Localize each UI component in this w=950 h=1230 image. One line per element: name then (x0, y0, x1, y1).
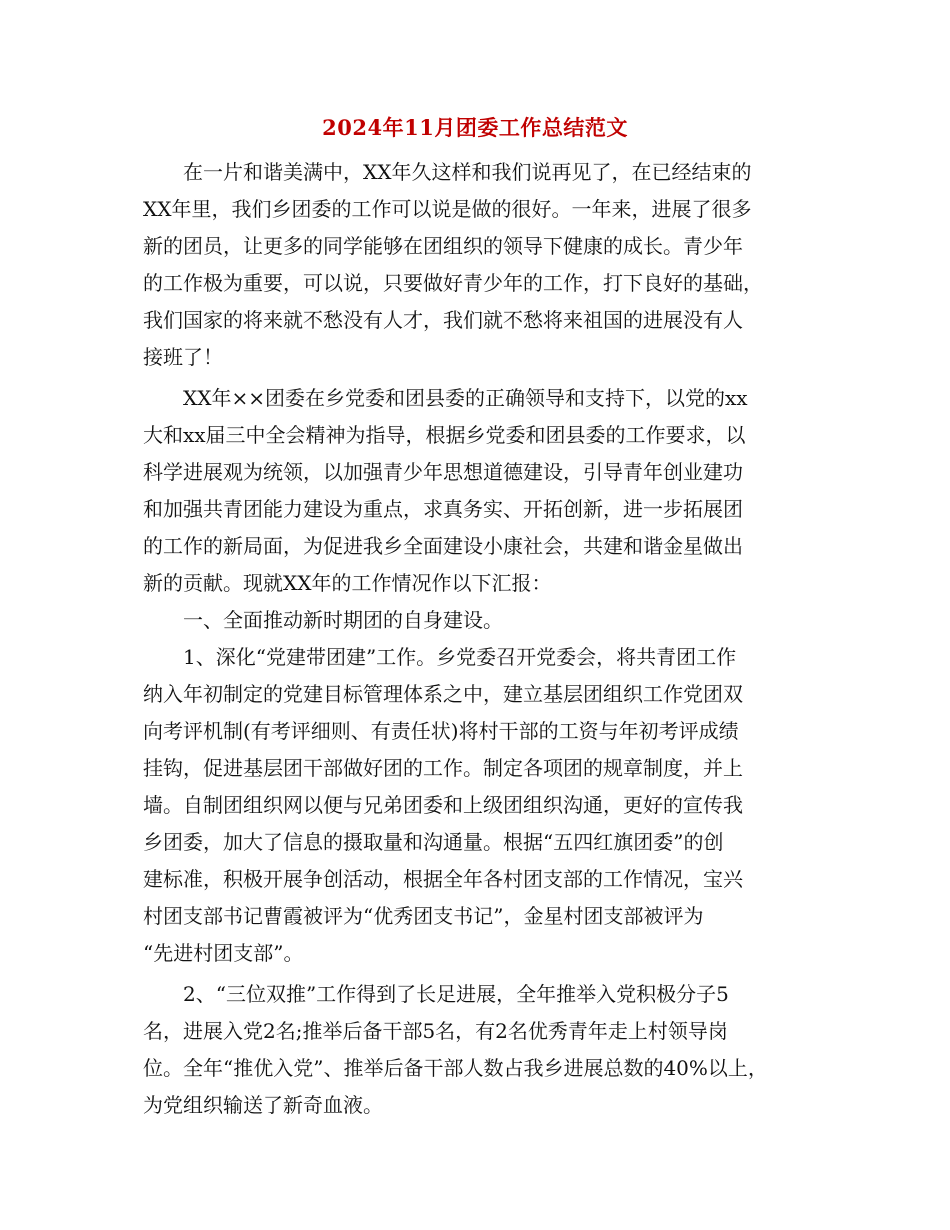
paragraph-line: XX年××团委在乡党委和团县委的正确领导和支持下，以党的xx (183, 386, 748, 410)
paragraph-line: 接班了！ (143, 345, 223, 369)
paragraph-line: 2、“三位双推”工作得到了长足进展，全年推举入党积极分子5 (183, 982, 729, 1006)
paragraph-line: XX年里，我们乡团委的工作可以说是做的很好。一年来，进展了很多 (143, 197, 752, 221)
paragraph-line: 我们国家的将来就不愁没有人才，我们就不愁将来祖国的进展没有人 (143, 308, 743, 332)
paragraph-line: 和加强共青团能力建设为重点，求真务实、开拓创新，进一步拓展团 (143, 497, 743, 521)
paragraph-line: 向考评机制(有考评细则、有责任状)将村干部的工资与年初考评成绩 (143, 719, 739, 743)
section-heading: 一、全面推动新时期团的自身建设。 (183, 608, 503, 632)
paragraph-line: 墙。自制团组织网以便与兄弟团委和上级团组织沟通，更好的宣传我 (143, 793, 743, 817)
paragraph-line: 新的贡献。现就XX年的工作情况作以下汇报： (143, 571, 552, 595)
paragraph-line: 新的团员，让更多的同学能够在团组织的领导下健康的成长。青少年 (143, 234, 743, 258)
paragraph-line: 为党组织输送了新奇血液。 (143, 1093, 383, 1117)
paragraph-line: 位。全年“推优入党”、推举后备干部人数占我乡进展总数的40%以上， (143, 1056, 768, 1080)
paragraph-line: “先进村团支部”。 (143, 941, 304, 965)
paragraph-line: 名，进展入党2名;推举后备干部5名，有2名优秀青年走上村领导岗 (143, 1019, 728, 1043)
paragraph-line: 在一片和谐美满中，XX年久这样和我们说再见了，在已经结束的 (183, 160, 752, 184)
paragraph-line: 1、深化“党建带团建”工作。乡党委召开党委会，将共青团工作 (183, 645, 737, 669)
paragraph-line: 建标准，积极开展争创活动，根据全年各村团支部的工作情况，宝兴 (143, 867, 743, 891)
paragraph-line: 的工作的新局面，为促进我乡全面建设小康社会，共建和谐金星做出 (143, 534, 743, 558)
paragraph-line: 的工作极为重要，可以说，只要做好青少年的工作，打下良好的基础， (143, 271, 763, 295)
paragraph-line: 村团支部书记曹霞被评为“优秀团支书记”，金星村团支部被评为 (143, 904, 704, 928)
paragraph-line: 乡团委，加大了信息的摄取量和沟通量。根据“五四红旗团委”的创 (143, 830, 724, 854)
paragraph-line: 大和xx届三中全会精神为指导，根据乡党委和团县委的工作要求，以 (143, 423, 746, 447)
paragraph-line: 纳入年初制定的党建目标管理体系之中，建立基层团组织工作党团双 (143, 682, 743, 706)
paragraph-line: 科学进展观为统领，以加强青少年思想道德建设，引导青年创业建功 (143, 460, 743, 484)
paragraph-line: 挂钩，促进基层团干部做好团的工作。制定各项团的规章制度，并上 (143, 756, 743, 780)
document-title: 2024年11月团委工作总结范文 (322, 115, 628, 140)
